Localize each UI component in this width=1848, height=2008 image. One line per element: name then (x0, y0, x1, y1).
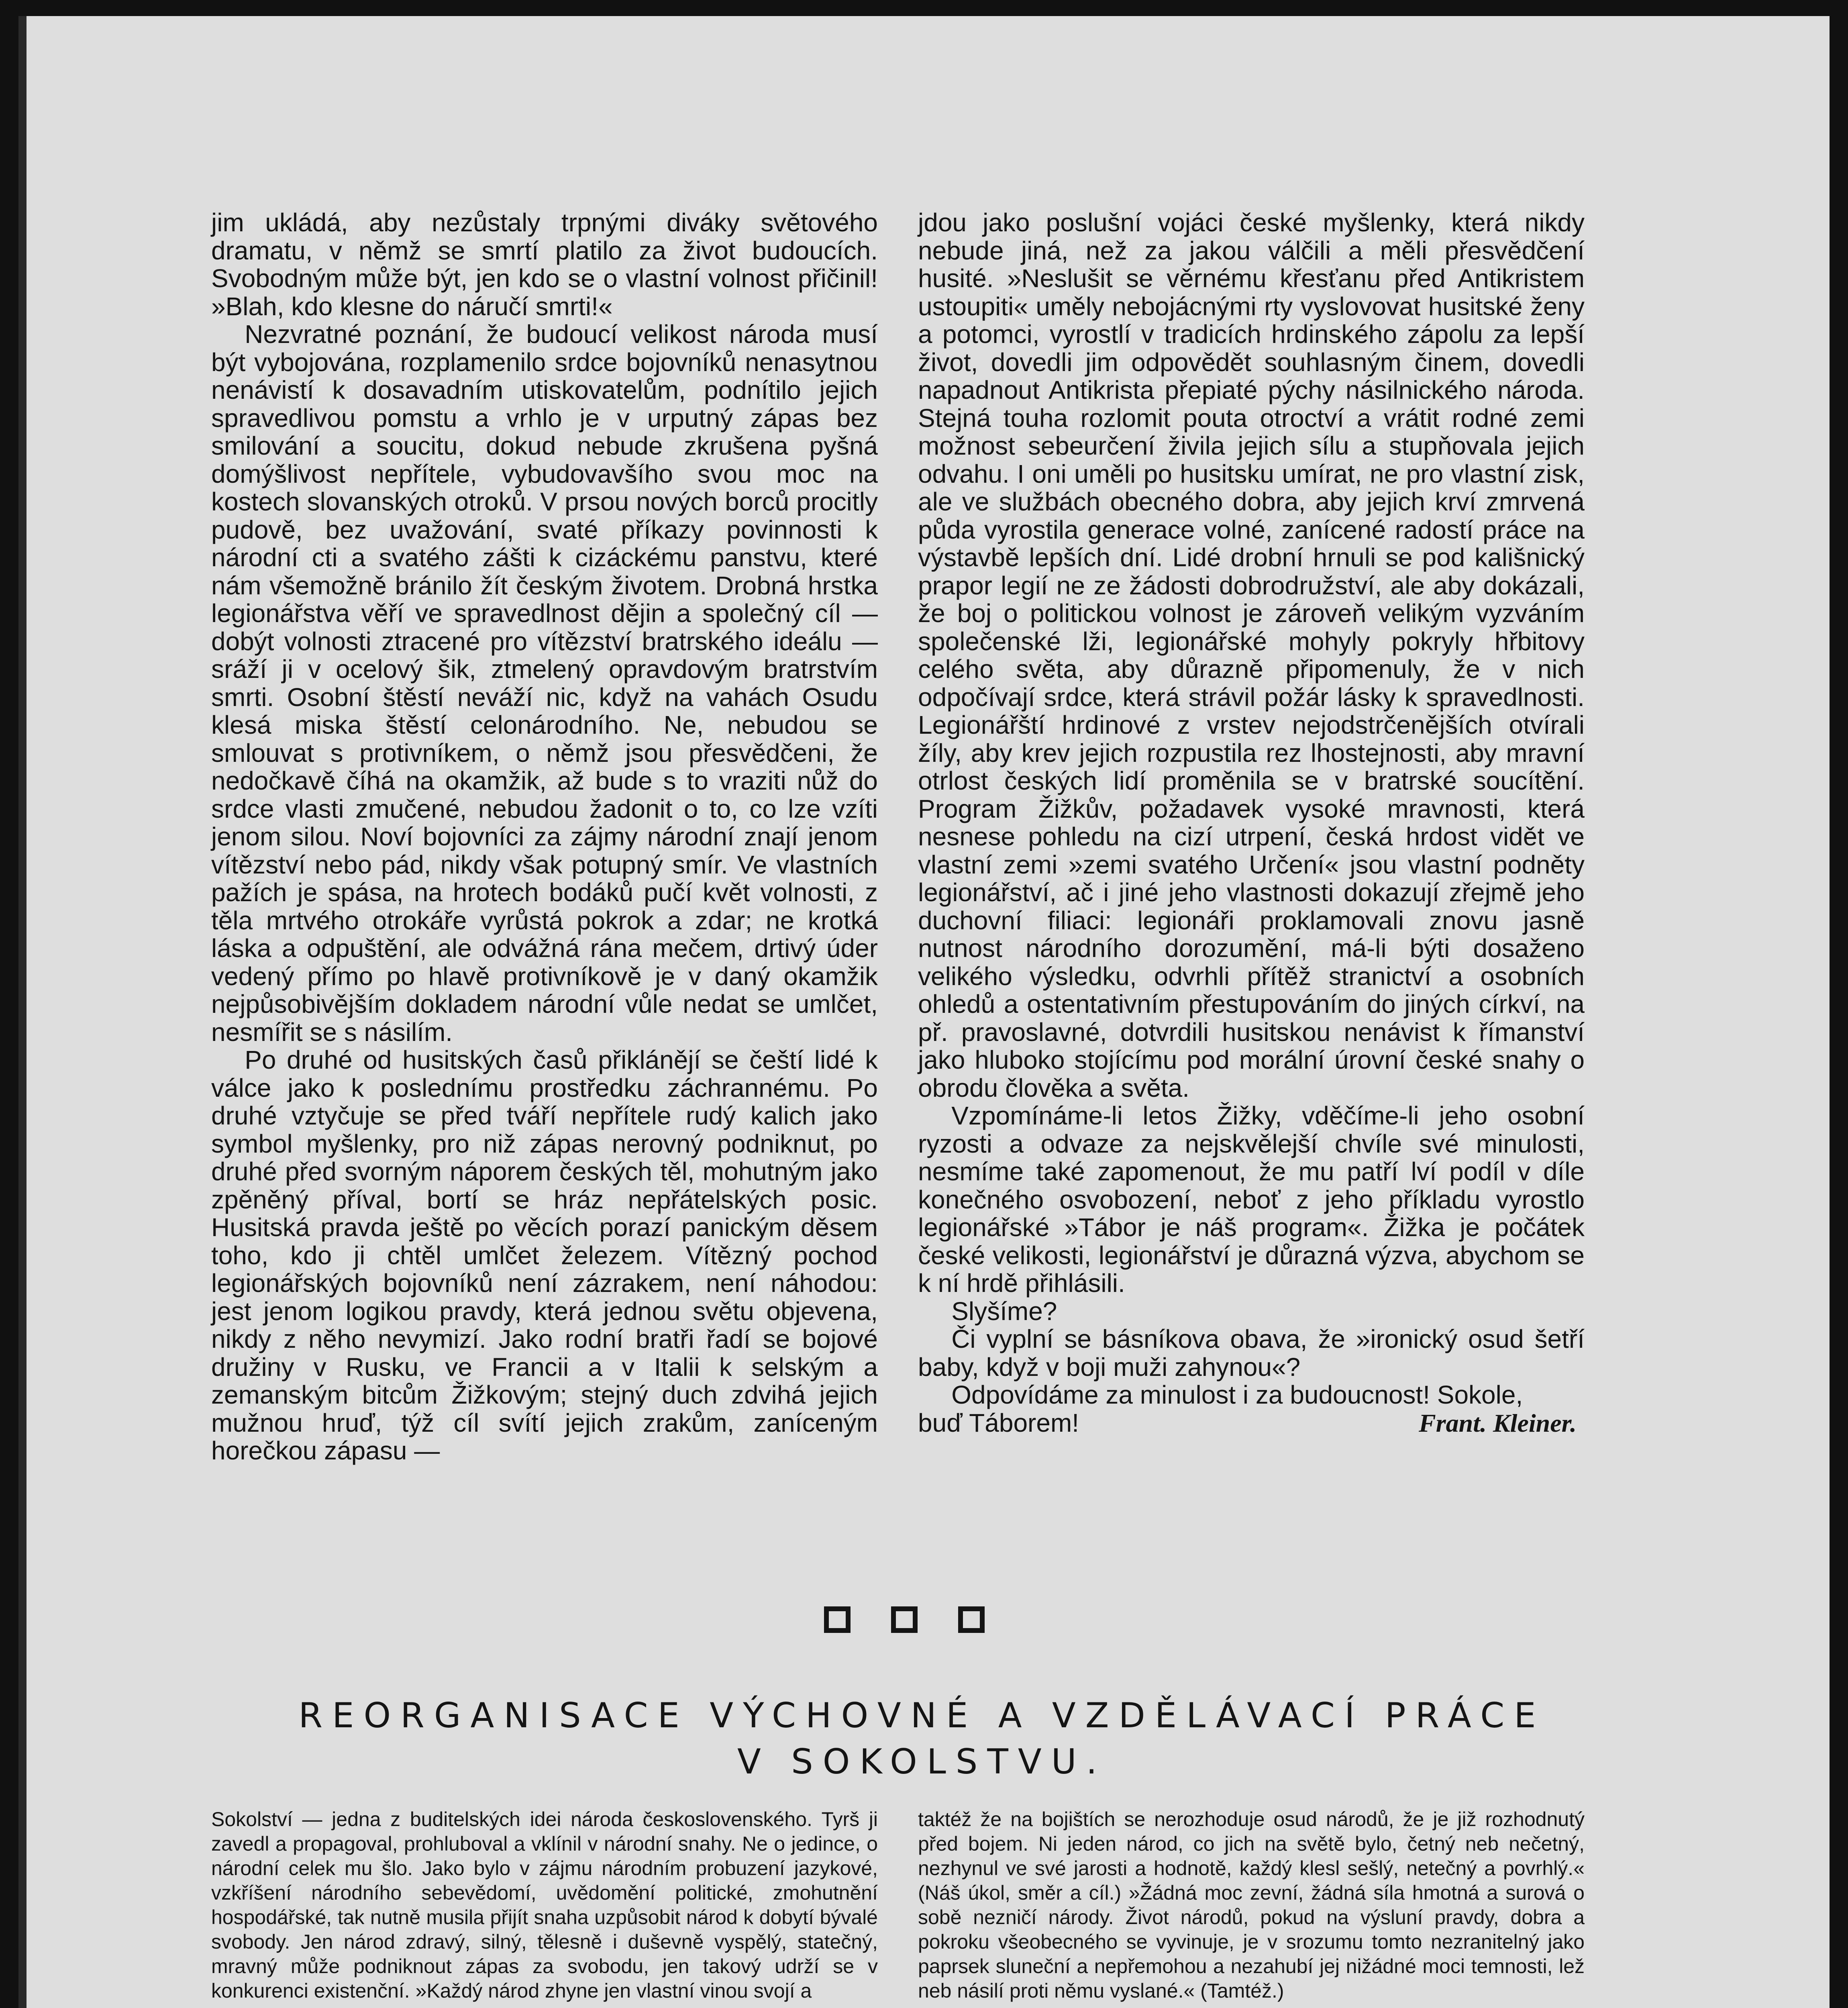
paragraph: Po druhé od husitských časů přiklánějí se čeští lidé k válce jako k poslednímu prostředku záchrannému. Po druhé vztyčuje se před tváří nepřítele rudý kalich jako symbol myšlenky, pro niž zápas nerovný podniknut, po druhé před svorným náporem českých těl, mohutným jako zpěněný příval, bortí se hráz nepřátelských posic. Husitská pravda ještě po věcích porazí panickým děsem toho, kdo ji chtěl umlčet železem. Vítězný pochod legionářských bojovníků není zázrakem, není náhodou: jest jenom logikou pravdy, která jednou světu objevena, nikdy z něho nevymizí. Jako rodní bratři řadí se bojové družiny v Rusku, ve Francii a v Italii k selským a zemanským bitcům Žižkovým; stejný duch zdvihá jejich mužnou hruď, týž cíl svítí jejich zrakům, zaníceným horečkou zápasu — (211, 1045, 878, 1465)
square-outline-icon (824, 1606, 851, 1633)
closing-text: buď Táborem! (918, 1408, 1079, 1437)
author-signature: Frant. Kleiner. (1419, 1408, 1577, 1437)
article2-right-column (918, 1807, 1585, 2003)
signoff-line (918, 1409, 1585, 1437)
binding-edge (18, 16, 27, 2008)
heading-line-2: V SOKOLSTVU. (737, 1742, 1107, 1782)
article-heading (219, 1693, 1625, 1785)
square-outline-icon (958, 1606, 985, 1633)
paragraph: Sokolství — jedna z buditelských idei národa československého. Tyrš ji zavedl a propagoval, prohluboval a vklínil v národní snahy. Ne o jedince, o národní celek mu šlo. Jako bylo v zájmu národním probuzení jazykové, vzkříšení národního sebevědomí, uvědomění politické, zmohutnění hospodářské, tak nutně musila přijít snaha uzpůsobit národ k dobytí bývalé svobody. Jen národ zdravý, silný, tělesně i duševně vyspělý, statečný, mravný může podniknout zápas za svobodu, jen takový udrží se v konkurenci existenční. »Každý národ zhyne jen vlastní vinou svojí a (211, 1808, 878, 2002)
square-outline-icon (891, 1606, 918, 1633)
article-left-column (211, 209, 878, 1465)
paragraph: Či vyplní se básníkova obava, že »ironický osud šetří baby, když v boji muži zahynou«? (918, 1324, 1585, 1382)
paragraph: jim ukládá, aby nezůstaly trpnými diváky světového dramatu, v němž se smrtí platilo za život budoucích. Svobodným může být, jen kdo se o vlastní volnost přičinil! »Blah, kdo klesne do náručí smrti!« (211, 208, 878, 321)
section-divider (824, 1606, 985, 1630)
heading-line-1: REORGANISACE VÝCHOVNÉ A VZDĚLÁVACÍ PRÁCE (298, 1696, 1546, 1736)
article2-left-column (211, 1807, 878, 2003)
paragraph: jdou jako poslušní vojáci české myšlenky, která nikdy nebude jiná, než za jakou válčili a měli přesvědčení husité. »Neslušit se věrnému křesťanu před Antikristem ustoupiti« uměly nebojácnými rty vyslovovat husitské ženy a potomci, vyrostlí v tradicích hrdinského zápolu za lepší život, dovedli jim odpovědět souhlasným činem, dovedli napadnout Antikrista přepiaté pýchy násilnického národa. Stejná touha rozlomit pouta otroctví a vrátit rodné zemi možnost sebeurčení živila jejich sílu a stupňovala jejich odvahu. I oni uměli po husitsku umírat, ne pro vlastní zisk, ale ve službách obecného dobra, aby jejich krví zmrvená půda vyrostila generace volné, zanícené radostí práce na výstavbě lepších dní. Lidé drobní hrnuli se pod kališnický prapor legií ne ze žádosti dobrodružství, ale aby dokázali, že boj o politickou volnost je zároveň velikým vyzváním společenské lži, legionářské mohyly pokryly hřbitovy celého světa, aby důrazně připomenuly, že v nich odpočívají srdce, která strávil požár lásky k spravedlnosti. Legionářští hrdinové z vrstev nejodstrčenějších otvírali žíly, aby krev jejich rozpustila rez lhostejnosti, aby mravní otrlost českých lidí proměnila se v bratrské soucítění. Program Žižkův, požadavek vysoké mravnosti, která nesnese pohledu na cizí utrpení, česká hrdost vidět ve vlastní zemi »zemi svatého Určení« jsou vlastní podněty legionářství, ač i jiné jeho vlastnosti dokazují zřejmě jeho duchovní filiaci: legionáři proklamovali znovu jasně nutnost národního dorozumění, má-li býti dosaženo velikého výsledku, odvrhli přítěž stranictví a osobních ohledů a ostentativním přestupováním do jiných církví, na př. pravoslavné, dotvrdili husitskou nenávist k římanství jako hluboko stojícímu pod morální úrovní české snahy o obrodu člověka a světa. (918, 208, 1585, 1102)
paragraph: taktéž že na bojištích se nerozhoduje osud národů, že je již rozhodnutý před bojem. Ni jeden národ, co jich na světě bylo, četný neb nečetný, nezhynul ve své jarosti a hodnotě, každý klesl sešlý, netečný a povrhlý.« (Náš úkol, směr a cíl.) »Žádná moc zevní, žádná síla hmotná a surová o sobě nezničí národy. Život národů, pokud na výsluní pravdy, dobra a pokroku všeobecného se vyvinuje, je v srozumu tomto nezranitelný jako paprsek sluneční a nepřemohou a nezahubí jej nižádné moci temnosti, lež neb násilí proti němu vyslané.« (Tamtéž.) (918, 1808, 1585, 2002)
paragraph: Nezvratné poznání, že budoucí velikost národa musí být vybojována, rozplamenilo srdce bojovníků nenasytnou nenávistí k dosavadním utiskovatelům, podnítilo jejich spravedlivou pomstu a vrhlo je v urputný zápas bez smilování a soucitu, dokud nebude zkrušena pyšná domýšlivost nepřítele, vybudovavšího svou moc na kostech slovanských otroků. V prsou nových borců procitly pudově, bez uvažování, svaté příkazy povinnosti k národní cti a svatého zášti k cizáckému panstvu, které nám všemožně bránilo žít českým životem. Drobná hrstka legionářstva věří ve spravedlnost dějin a společný cíl — dobýt volnosti ztracené pro vítězství bratrského ideálu — sráží ji v ocelový šik, ztmelený opravdovým bratrstvím smrti. Osobní štěstí neváží nic, když na vahách Osudu klesá miska štěstí celonárodního. Ne, nebudou se smlouvat s protivníkem, o němž jsou přesvědčeni, že nedočkavě číhá na okamžik, až bude s to vraziti nůž do srdce vlasti zmučené, nebudou žadonit o to, co lze vzíti jenom silou. Noví bojovníci za zájmy národní znají jenom vítězství nebo pád, nikdy však potupný smír. Ve vlastních pažích je spása, na hrotech bodáků pučí květ volnosti, z těla mrtvého otrokáře vyrůstá pokrok a zdar; ne krotká láska a odpuštění, ale odvážná rána mečem, drtivý úder vedený přímo po hlavě protivníkově je v daný okamžik nejpůsobivějším dokladem národní vůle nedat se umlčet, nesmířit se s násilím. (211, 320, 878, 1047)
scanned-page (18, 16, 1830, 2008)
article-right-column (918, 209, 1585, 1437)
paragraph: Slyšíme? (951, 1296, 1057, 1326)
paragraph: Odpovídáme za minulost i za budoucnost! Sokole, (951, 1380, 1523, 1409)
paragraph: Vzpomínáme-li letos Žižky, vděčíme-li jeho osobní ryzosti a odvaze za nejskvělejší chvíle své minulosti, nesmíme také zapomenout, že mu patří lví podíl v díle konečného osvobození, neboť z jeho příkladu vyrostlo legionářské »Tábor je náš program«. Žižka je počátek české velikosti, legionářství je důrazná výzva, abychom se k ní hrdě přihlásili. (918, 1101, 1585, 1298)
